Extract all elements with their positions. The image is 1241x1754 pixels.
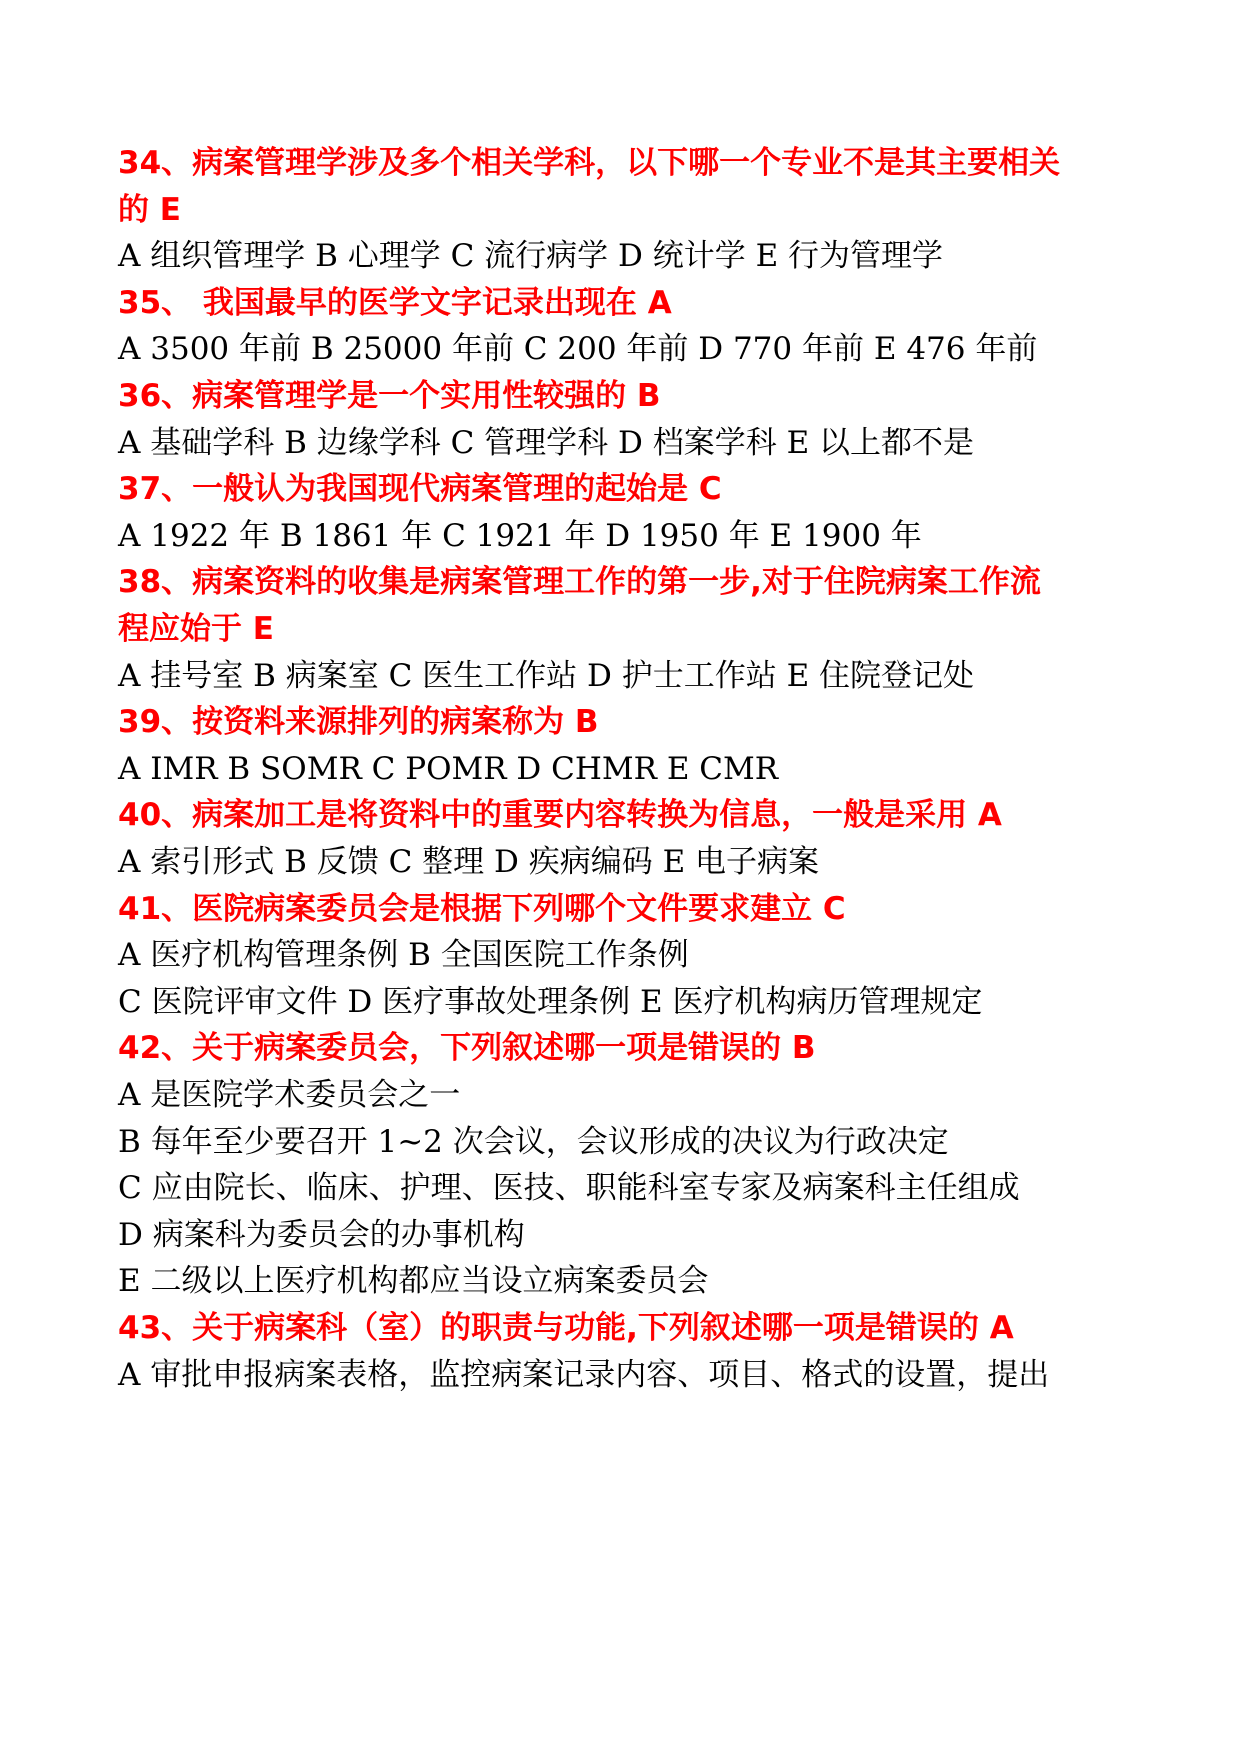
question-line: 35、 我国最早的医学文字记录出现在 A — [118, 285, 672, 321]
question-line: 41、医院病案委员会是根据下列哪个文件要求建立 C — [118, 891, 846, 927]
option-line: B 每年至少要召开 1~2 次会议，会议形成的决议为行政决定 — [118, 1124, 949, 1160]
question-line: 37、一般认为我国现代病案管理的起始是 C — [118, 471, 722, 507]
question-line: 36、病案管理学是一个实用性较强的 B — [118, 378, 661, 414]
question-line: 38、病案资料的收集是病案管理工作的第一步,对于住院病案工作流 — [118, 564, 1041, 600]
option-line: A 组织管理学 B 心理学 C 流行病学 D 统计学 E 行为管理学 — [118, 238, 944, 274]
question-line: 39、按资料来源排列的病案称为 B — [118, 704, 599, 740]
question-line: 42、关于病案委员会，下列叙述哪一项是错误的 B — [118, 1030, 816, 1066]
option-line: A 基础学科 B 边缘学科 C 管理学科 D 档案学科 E 以上都不是 — [118, 425, 975, 461]
option-line: D 病案科为委员会的办事机构 — [118, 1217, 525, 1253]
option-line: A IMR B SOMR C POMR D CHMR E CMR — [118, 751, 779, 787]
option-line: A 索引形式 B 反馈 C 整理 D 疾病编码 E 电子病案 — [118, 844, 820, 880]
option-line: A 1922 年 B 1861 年 C 1921 年 D 1950 年 E 1900 年 — [118, 518, 922, 554]
option-line: A 审批申报病案表格，监控病案记录内容、项目、格式的设置，提出 — [118, 1357, 1050, 1393]
option-line: E 二级以上医疗机构都应当设立病案委员会 — [118, 1263, 709, 1299]
question-line: 43、关于病案科（室）的职责与功能,下列叙述哪一项是错误的 A — [118, 1310, 1014, 1346]
option-line: A 挂号室 B 病案室 C 医生工作站 D 护士工作站 E 住院登记处 — [118, 658, 975, 694]
question-line: 40、病案加工是将资料中的重要内容转换为信息，一般是采用 A — [118, 797, 1002, 833]
option-line: A 3500 年前 B 25000 年前 C 200 年前 D 770 年前 E 476 年前 — [118, 331, 1038, 367]
question-line: 34、病案管理学涉及多个相关学科，以下哪一个专业不是其主要相关 — [118, 145, 1061, 181]
option-line: A 是医院学术委员会之一 — [118, 1077, 461, 1113]
question-line: 程应始于 E — [118, 611, 274, 647]
option-line: C 医院评审文件 D 医疗事故处理条例 E 医疗机构病历管理规定 — [118, 984, 983, 1020]
question-line: 的 E — [118, 192, 181, 228]
option-line: C 应由院长、临床、护理、医技、职能科室专家及病案科主任组成 — [118, 1170, 1020, 1206]
option-line: A 医疗机构管理条例 B 全国医院工作条例 — [118, 937, 689, 973]
